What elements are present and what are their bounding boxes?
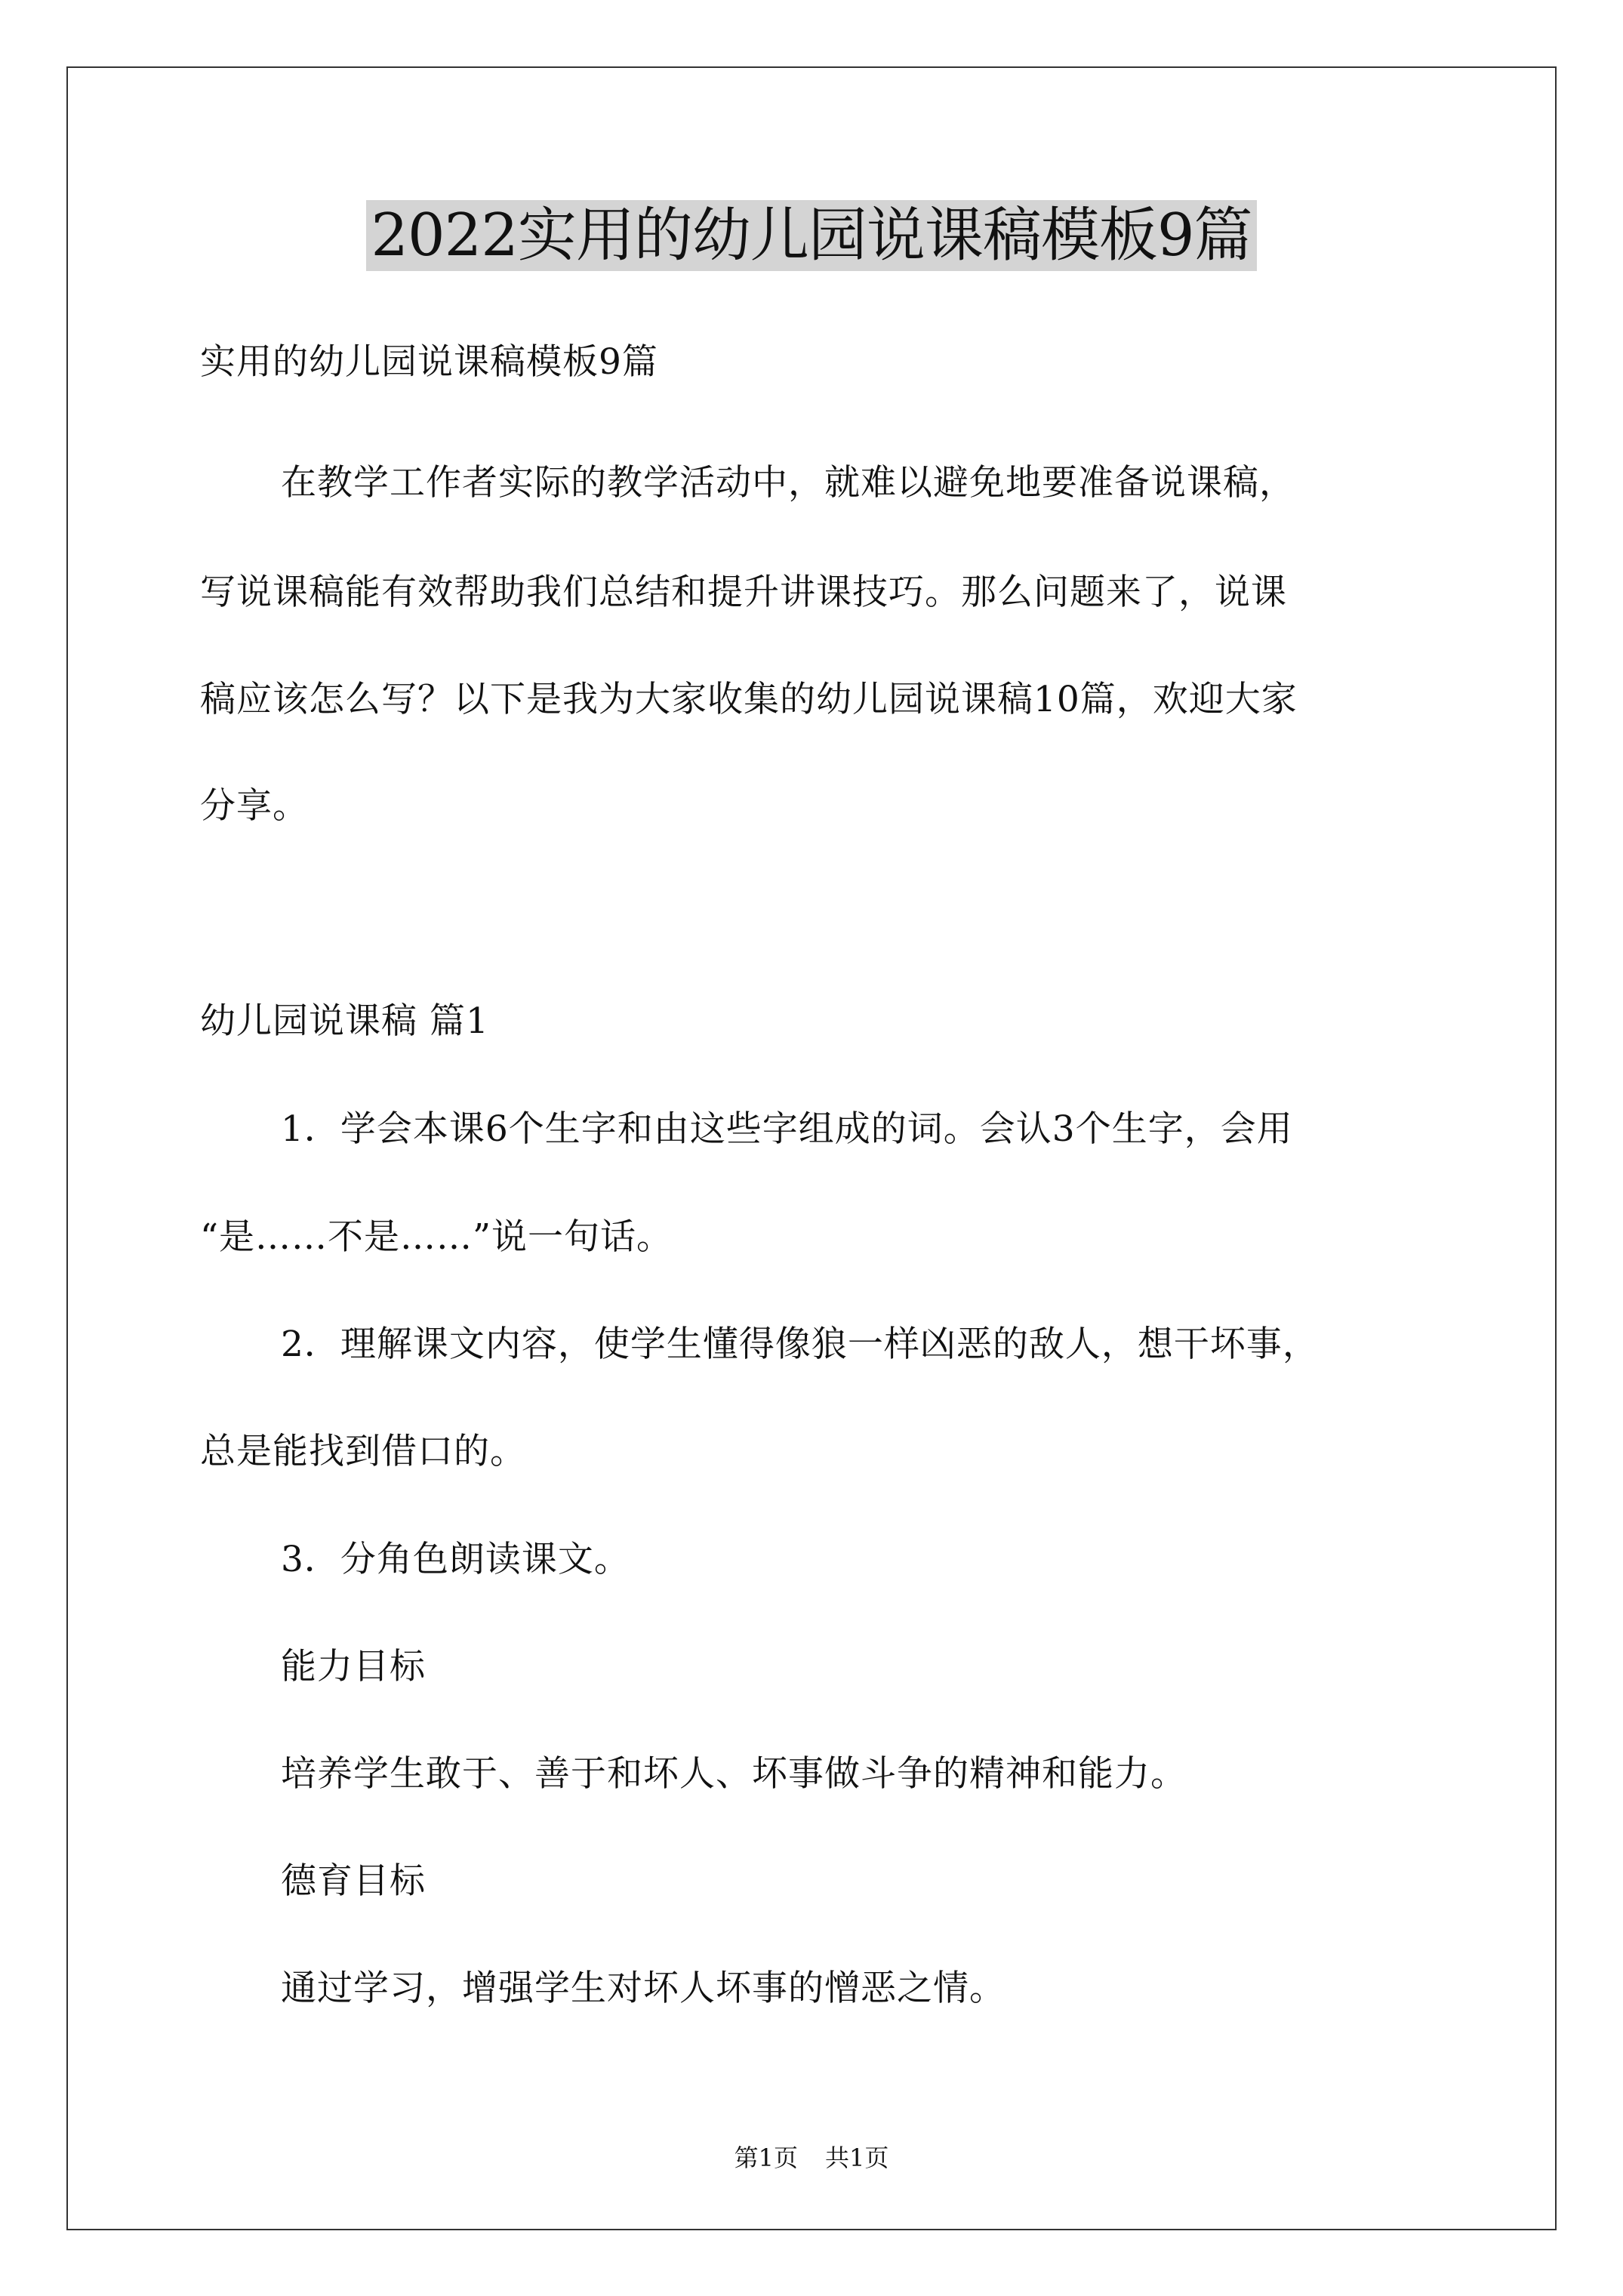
document-title-text: 2022实用的幼儿园说课稿模板9篇 — [366, 200, 1256, 271]
body-line-4: 总是能找到借口的。 — [200, 1431, 526, 1472]
document-subtitle: 实用的幼儿园说课稿模板9篇 — [200, 341, 658, 383]
intro-line-2: 写说课稿能有效帮助我们总结和提升讲课技巧。那么问题来了，说课 — [200, 572, 1287, 613]
section-heading: 幼儿园说课稿 篇1 — [200, 1000, 489, 1042]
body-line-2: “是……不是……”说一句话。 — [200, 1216, 673, 1258]
body-line-5: 3．分角色朗读课文。 — [281, 1539, 630, 1580]
body-heading-moral: 德育目标 — [281, 1860, 426, 1902]
body-line-3: 2．理解课文内容，使学生懂得像狼一样凶恶的敌人，想干坏事， — [281, 1324, 1319, 1365]
page-number-total: 共1页 — [825, 2143, 889, 2172]
document-title — [0, 198, 1623, 273]
intro-line-1: 在教学工作者实际的教学活动中，就难以避免地要准备说课稿， — [281, 462, 1295, 504]
page-number-current: 第1页 — [734, 2143, 798, 2172]
intro-line-3: 稿应该怎么写？以下是我为大家收集的幼儿园说课稿10篇，欢迎大家 — [200, 679, 1298, 720]
body-line-ability: 培养学生敢于、善于和坏人、坏事做斗争的精神和能力。 — [281, 1753, 1187, 1795]
body-line-1: 1．学会本课6个生字和由这些字组成的词。会认3个生字，会用 — [281, 1108, 1293, 1150]
body-heading-ability: 能力目标 — [281, 1646, 426, 1687]
intro-line-4: 分享。 — [200, 785, 309, 827]
page-footer — [0, 2143, 1623, 2173]
body-line-moral: 通过学习，增强学生对坏人坏事的憎恶之情。 — [281, 1968, 1006, 2009]
